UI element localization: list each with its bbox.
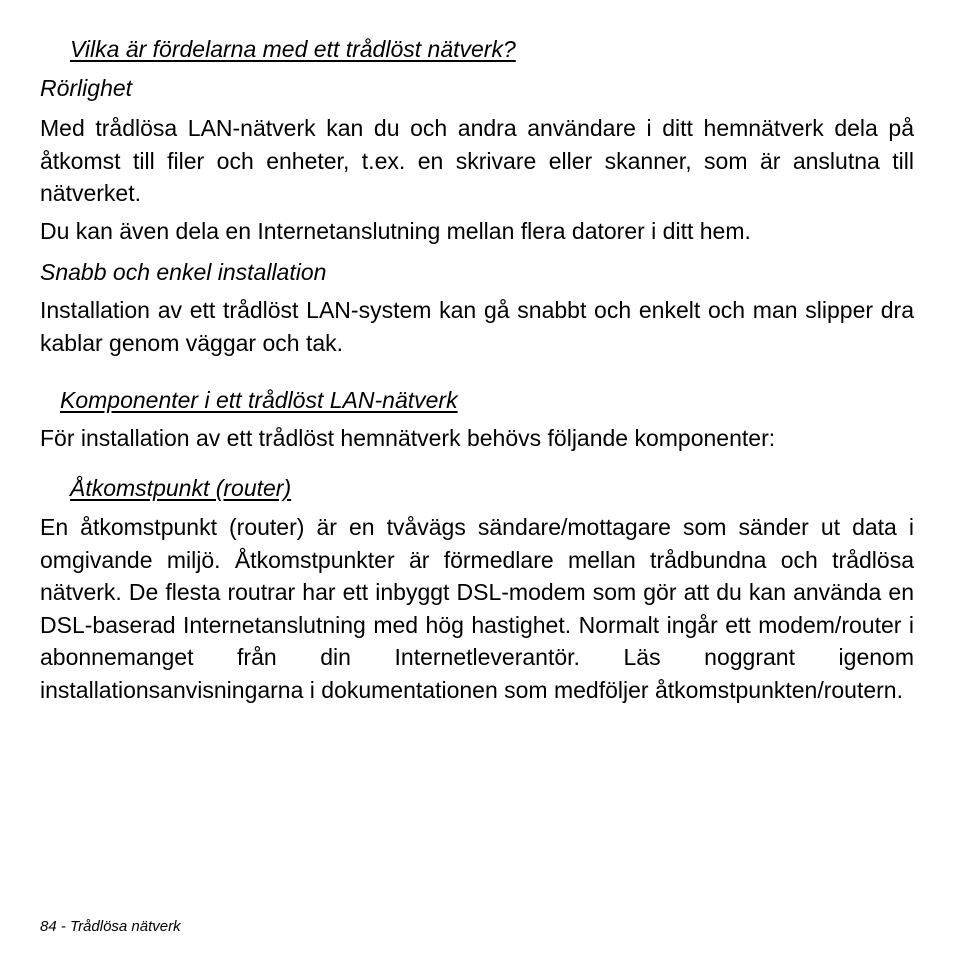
section-heading-components: Komponenter i ett trådlöst LAN-nätverk [60, 387, 458, 413]
paragraph-quick-install: Installation av ett trådlöst LAN-system kan gå snabbt och enkelt och man slipper dra kablar genom väggar och tak. [40, 297, 914, 356]
paragraph-mobility: Med trådlösa LAN-nätverk kan du och andra användare i ditt hemnätverk dela på åtkomst till filer och enheter, t.ex. en skrivare eller skanner, som är anslutna till nätverket. [40, 115, 914, 207]
section-heading-access-point: Åtkomstpunkt (router) [70, 475, 292, 501]
subheading-mobility: Rörlighet [40, 75, 133, 101]
page-footer: 84 - Trådlösa nätverk [40, 918, 181, 935]
section-heading-benefits: Vilka är fördelarna med ett trådlöst nätverk? [70, 36, 516, 62]
paragraph-components: För installation av ett trådlöst hemnätverk behövs följande komponenter: [40, 425, 776, 451]
paragraph-access-point: En åtkomstpunkt (router) är en tvåvägs sändare/mottagare som sänder ut data i omgivande miljö. Åtkomstpunkter är förmedlare mellan trådbundna och trådlösa nätverk. De flesta routrar har ett inbyggt DSL-modem som gör att du kan använda en DSL-baserad Internetanslutning med hög hastighet. Normalt ingår ett modem/router i abonnemanget från din Internetleverantör. Läs noggrant igenom installationsanvisningarna i dokumentationen som medföljer åtkomstpunkten/routern. [40, 514, 914, 703]
subheading-quick-install: Snabb och enkel installation [40, 259, 327, 285]
paragraph-share-internet: Du kan även dela en Internetanslutning mellan flera datorer i ditt hem. [40, 218, 751, 244]
